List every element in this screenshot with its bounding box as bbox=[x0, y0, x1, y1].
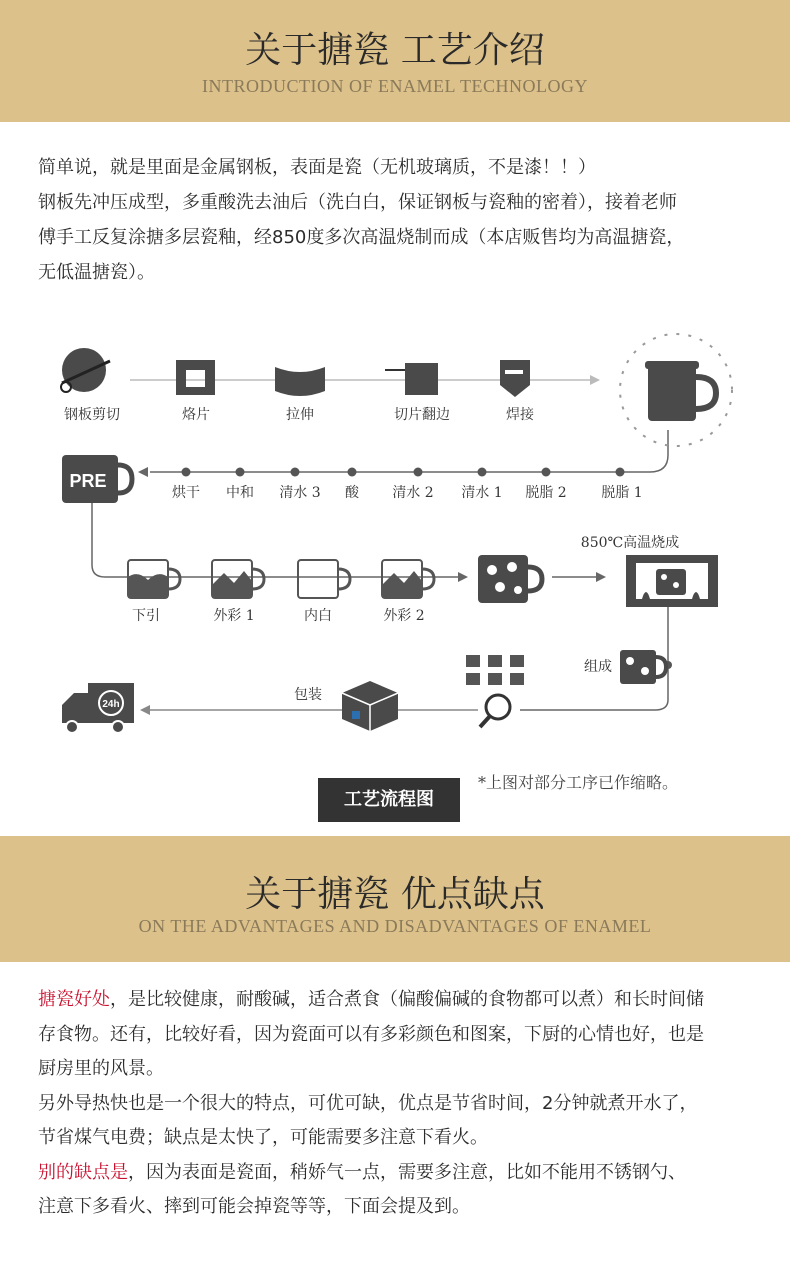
text-line bbox=[38, 983, 764, 1018]
step-label: 清水 2 bbox=[392, 485, 434, 501]
section-title-2: 关于搪瓷 优点缺点 bbox=[245, 874, 545, 915]
step-label: 脱脂 1 bbox=[601, 485, 643, 501]
mug-white-icon bbox=[298, 560, 350, 598]
intro-line: 简单说，就是里面是金属钢板，表面是瓷（无机玻璃质，不是漆！！） bbox=[38, 157, 596, 178]
process-flow-diagram bbox=[0, 315, 790, 835]
step-label: 下引 bbox=[132, 608, 160, 624]
text-line bbox=[38, 1156, 764, 1191]
truck-text: 24h bbox=[102, 699, 120, 710]
step-label: 外彩 2 bbox=[383, 608, 425, 624]
step-label: 切片翻边 bbox=[394, 407, 450, 423]
pros-cons-paragraph bbox=[38, 983, 764, 1225]
step-label: 酸 bbox=[345, 485, 359, 501]
pack-label: 包装 bbox=[294, 687, 322, 703]
step-label: 钢板剪切 bbox=[64, 407, 120, 423]
step-label: 中和 bbox=[226, 485, 254, 501]
text-line: 注意下多看火、摔到可能会掉瓷等等，下面会提及到。 bbox=[38, 1196, 470, 1217]
intro-line: 无低温搪瓷）。 bbox=[38, 262, 155, 283]
weld-icon bbox=[500, 360, 530, 397]
assemble-label: 组成 bbox=[584, 659, 612, 675]
header-band-1 bbox=[0, 0, 790, 122]
flower-mug-icon bbox=[478, 555, 542, 603]
assembled-mug-icon bbox=[620, 650, 666, 684]
header-band-2 bbox=[0, 836, 790, 962]
text-line: 节省煤气电费；缺点是太快了，可能需要多注意下看火。 bbox=[38, 1127, 488, 1148]
scissors-icon bbox=[61, 348, 110, 392]
step-label: 烘干 bbox=[172, 485, 200, 501]
pre-text: PRE bbox=[69, 471, 107, 491]
mug-icon bbox=[620, 334, 732, 446]
kiln-label: 850℃高温烧成 bbox=[580, 535, 680, 551]
magnifier-icon bbox=[480, 695, 510, 727]
highlight-text: 别的缺点是 bbox=[38, 1161, 128, 1183]
step-label: 外彩 1 bbox=[213, 608, 255, 624]
pre-mug-icon bbox=[62, 455, 132, 503]
step-label: 拉伸 bbox=[286, 407, 314, 423]
text-line: 另外导热快也是一个很大的特点，可优可缺，优点是节省时间，2分钟就煮开水了， bbox=[38, 1092, 698, 1114]
step-label: 焊接 bbox=[506, 407, 534, 423]
mug-decor-icon bbox=[382, 560, 434, 598]
step-label: 清水 1 bbox=[461, 485, 503, 501]
section-subtitle-1: INTRODUCTION OF ENAMEL TECHNOLOGY bbox=[202, 76, 588, 96]
intro-line: 钢板先冲压成型，多重酸洗去油后（洗白白，保证钢板与瓷釉的密着），接着老师 bbox=[38, 192, 677, 213]
flow-note: *上图对部分工序已作缩略。 bbox=[478, 773, 679, 792]
step-label: 内白 bbox=[304, 608, 332, 624]
mug-grid-icon bbox=[466, 655, 524, 685]
text-line: 存食物。还有，比较好看，因为瓷面可以有多彩颜色和图案，下厨的心情也好，也是 bbox=[38, 1023, 704, 1045]
text-line: 厨房里的风景。 bbox=[38, 1058, 164, 1079]
flow-chart-badge: 工艺流程图 bbox=[318, 778, 460, 822]
step-label: 脱脂 2 bbox=[525, 485, 567, 501]
mug-decor-icon bbox=[212, 560, 264, 598]
cut-flange-icon bbox=[385, 363, 438, 395]
stamp-icon bbox=[176, 360, 215, 395]
mug-outline-icon bbox=[128, 560, 180, 598]
intro-line: 傅手工反复涂搪多层瓷釉，经850度多次高温烧制而成（本店贩售均为高温搪瓷， bbox=[38, 227, 685, 248]
section-subtitle-2: ON THE ADVANTAGES AND DISADVANTAGES OF ENAMEL bbox=[138, 916, 652, 936]
truck-icon bbox=[62, 683, 134, 733]
text-span: ，是比较健康，耐酸碱，适合煮食（偏酸偏碱的食物都可以煮）和长时间储 bbox=[110, 989, 704, 1010]
kiln-icon bbox=[626, 555, 718, 607]
step-label: 清水 3 bbox=[279, 485, 321, 501]
text-span: ，因为表面是瓷面，稍娇气一点，需要多注意，比如不能用不锈钢勺、 bbox=[128, 1161, 686, 1183]
box-icon bbox=[342, 681, 398, 731]
step-label: 烙片 bbox=[182, 407, 210, 423]
intro-paragraph bbox=[38, 150, 764, 290]
stretch-icon bbox=[275, 367, 325, 396]
section-title-1: 关于搪瓷 工艺介绍 bbox=[245, 30, 545, 71]
highlight-text: 搪瓷好处 bbox=[38, 989, 110, 1010]
